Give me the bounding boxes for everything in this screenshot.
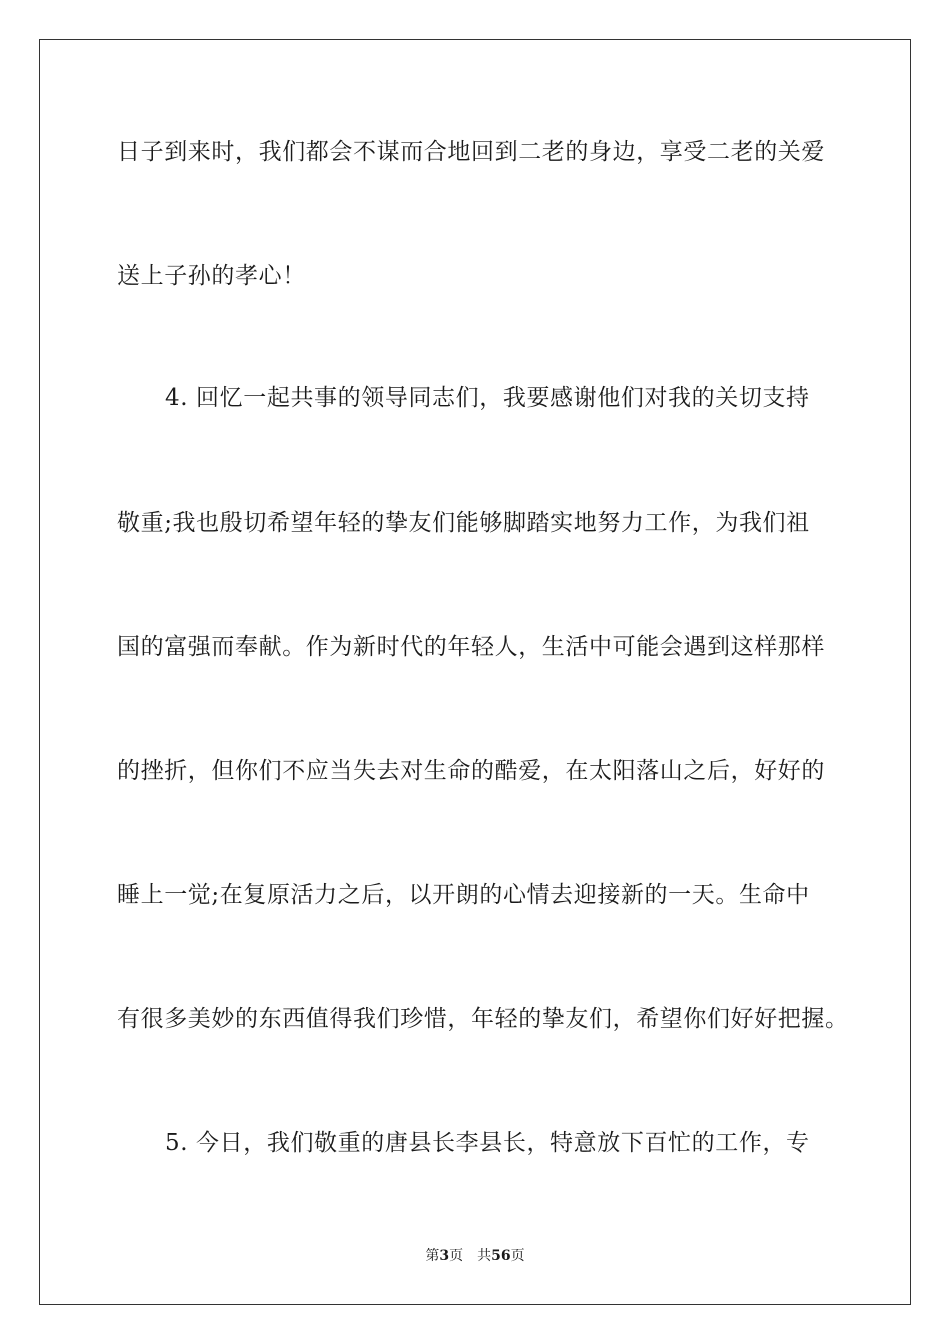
text-line-2: 送上子孙的孝心！: [117, 263, 306, 289]
text-line-9: 5. 今日，我们敬重的唐县长李县长，特意放下百忙的工作，专: [165, 1130, 810, 1156]
total-pages: 56: [491, 1248, 511, 1264]
text-line-5: 国的富强而奉献。作为新时代的年轻人，生活中可能会遇到这样那样: [117, 634, 825, 660]
total-suffix: 页: [510, 1248, 525, 1264]
page-suffix: 页: [449, 1248, 464, 1264]
page-footer: [0, 1246, 950, 1266]
page-number: 3: [439, 1248, 450, 1264]
text-line-3: 4. 回忆一起共事的领导同志们，我要感谢他们对我的关切支持: [165, 385, 810, 411]
text-line-4: 敬重;我也殷切希望年轻的挚友们能够脚踏实地努力工作，为我们祖: [117, 510, 810, 536]
page-border: [39, 39, 911, 1305]
text-line-8: 有很多美妙的东西值得我们珍惜，年轻的挚友们，希望你们好好把握。: [117, 1006, 849, 1032]
page-prefix: 第: [425, 1248, 440, 1264]
text-line-6: 的挫折，但你们不应当失去对生命的酷爱，在太阳落山之后，好好的: [117, 758, 825, 784]
text-line-1: 日子到来时，我们都会不谋而合地回到二老的身边，享受二老的关爱: [117, 139, 825, 165]
total-prefix: 共: [477, 1248, 492, 1264]
text-line-7: 睡上一觉;在复原活力之后，以开朗的心情去迎接新的一天。生命中: [117, 882, 810, 908]
